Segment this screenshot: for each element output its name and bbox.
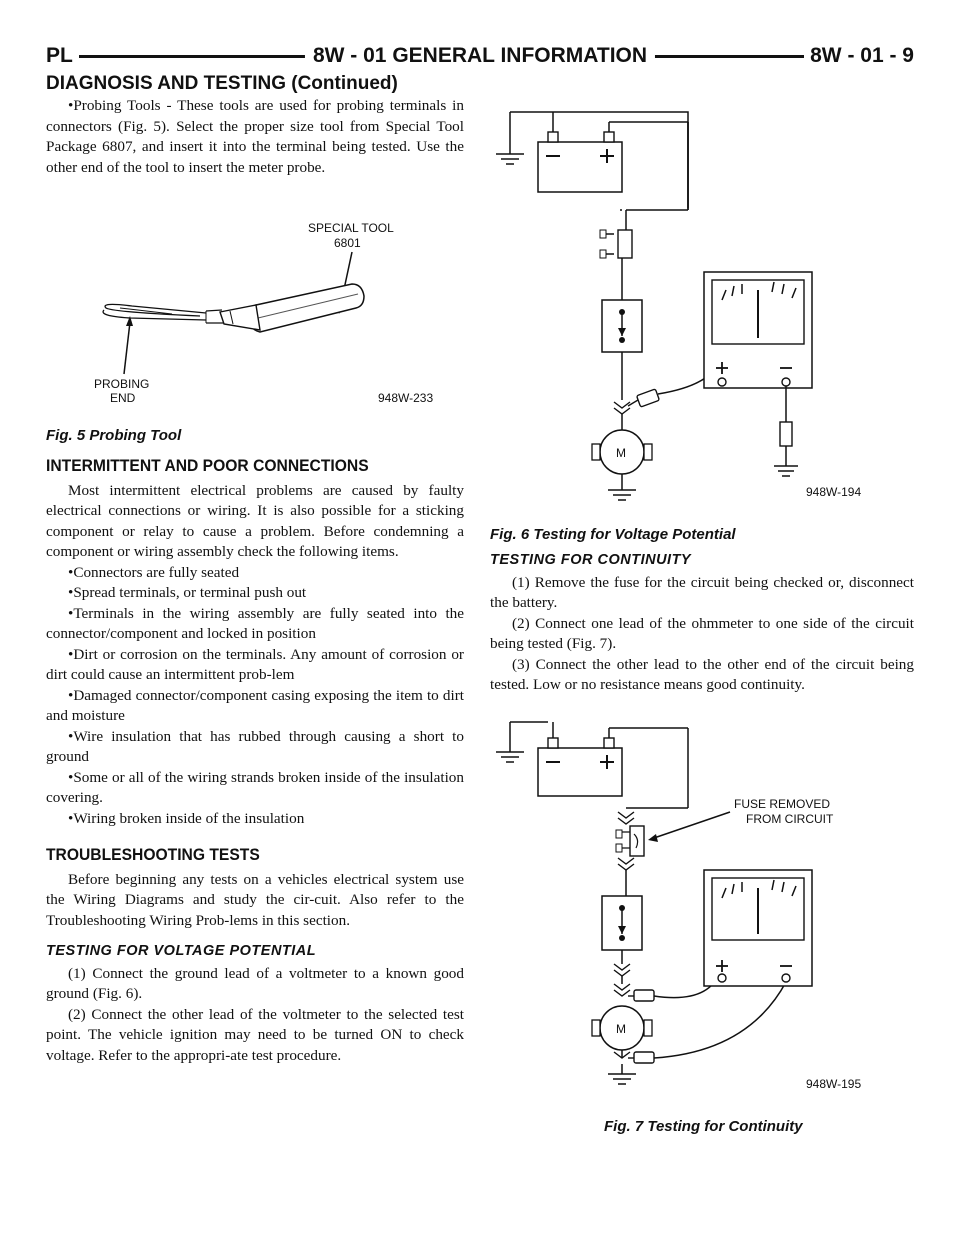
fig5-label-probing: PROBING bbox=[94, 377, 150, 391]
fig7-motor-label: M bbox=[616, 1022, 626, 1036]
fig6-caption: Fig. 6 Testing for Voltage Potential bbox=[490, 526, 736, 543]
fig6-voltage-test-diagram bbox=[488, 100, 918, 518]
continuity-step-3: (3) Connect the other lead to the other end of the circuit being tested. Low or no resistance means good continuity. bbox=[490, 655, 914, 693]
fig5-label-special-tool: SPECIAL TOOL bbox=[308, 221, 394, 235]
header-page-number: 8W - 01 - 9 bbox=[804, 44, 914, 68]
list-item: •Spread terminals, or terminal push out bbox=[68, 584, 307, 601]
list-item: •Wiring broken inside of the insulation bbox=[68, 809, 305, 827]
heading-voltage-potential: TESTING FOR VOLTAGE POTENTIAL bbox=[46, 943, 317, 959]
fig5-probing-tool-illustration bbox=[60, 212, 460, 412]
fig5-label-end: END bbox=[110, 391, 136, 405]
fig7-caption: Fig. 7 Testing for Continuity bbox=[604, 1118, 803, 1135]
heading-troubleshooting: TROUBLESHOOTING TESTS bbox=[46, 845, 260, 864]
list-item: •Damaged connector/component casing exposing the item to dirt and moisture bbox=[46, 686, 464, 724]
fig7-continuity-test-diagram bbox=[488, 712, 918, 1112]
continuity-step-2: (2) Connect one lead of the ohmmeter to one side of the circuit being tested (Fig. 7). bbox=[490, 614, 914, 652]
page-header bbox=[46, 44, 914, 68]
left-column-main bbox=[46, 444, 464, 1066]
troubleshooting-intro: Before beginning any tests on a vehicles electrical system use the Wiring Diagrams and study the cir-cuit. Also refer to the Troubleshooting Wiring Prob-lems in this section. bbox=[46, 870, 464, 929]
intermittent-intro: Most intermittent electrical problems are caused by faulty electrical connections or wiring. It is also possible for a sticking component or relay to cause a problem. Before condemning a component or wiring assembly check the following items. bbox=[46, 481, 464, 560]
probing-tools-paragraph: •Probing Tools - These tools are used for probing terminals in connectors (Fig. 5). Select the proper size tool from Special Tool Package 6807, and insert it into the terminal being tested. Use the other end of the tool to insert the meter probe. bbox=[46, 97, 464, 176]
voltage-step-1: (1) Connect the ground lead of a voltmeter to a known good ground (Fig. 6). bbox=[46, 964, 464, 1002]
list-item: •Some or all of the wiring strands broken inside of the insulation covering. bbox=[46, 768, 464, 806]
list-item: •Wire insulation that has rubbed through causing a short to ground bbox=[46, 727, 464, 765]
fig7-label-fuse-removed: FUSE REMOVED bbox=[734, 797, 831, 811]
voltage-step-2: (2) Connect the other lead of the voltmeter to the selected test point. The vehicle ignition may need to be turned ON to check voltage. Refer to the appropri-ate test procedure. bbox=[46, 1005, 464, 1064]
heading-intermittent: INTERMITTENT AND POOR CONNECTIONS bbox=[46, 456, 369, 475]
fig5-figure-code: 948W-233 bbox=[378, 391, 434, 405]
fig6-figure-code: 948W-194 bbox=[806, 485, 862, 499]
fig6-motor-label: M bbox=[616, 446, 626, 460]
fig7-label-from-circuit: FROM CIRCUIT bbox=[746, 812, 834, 826]
header-model: PL bbox=[46, 44, 79, 68]
list-item: •Dirt or corrosion on the terminals. Any amount of corrosion or dirt could cause an intermittent prob-lem bbox=[46, 645, 464, 683]
heading-continuity: TESTING FOR CONTINUITY bbox=[490, 552, 692, 568]
continuity-step-1: (1) Remove the fuse for the circuit being checked or, disconnect the battery. bbox=[490, 573, 914, 611]
left-column-top bbox=[46, 96, 464, 178]
fig5-caption: Fig. 5 Probing Tool bbox=[46, 427, 182, 444]
right-column-text bbox=[490, 540, 914, 696]
header-section-title: 8W - 01 GENERAL INFORMATION bbox=[305, 44, 655, 68]
fig7-figure-code: 948W-195 bbox=[806, 1077, 862, 1091]
fig5-label-tool-number: 6801 bbox=[334, 236, 361, 250]
continued-heading: DIAGNOSIS AND TESTING (Continued) bbox=[46, 73, 398, 94]
list-item: •Connectors are fully seated bbox=[68, 563, 240, 581]
list-item: •Terminals in the wiring assembly are fully seated into the connector/component and locked in position bbox=[46, 604, 464, 642]
